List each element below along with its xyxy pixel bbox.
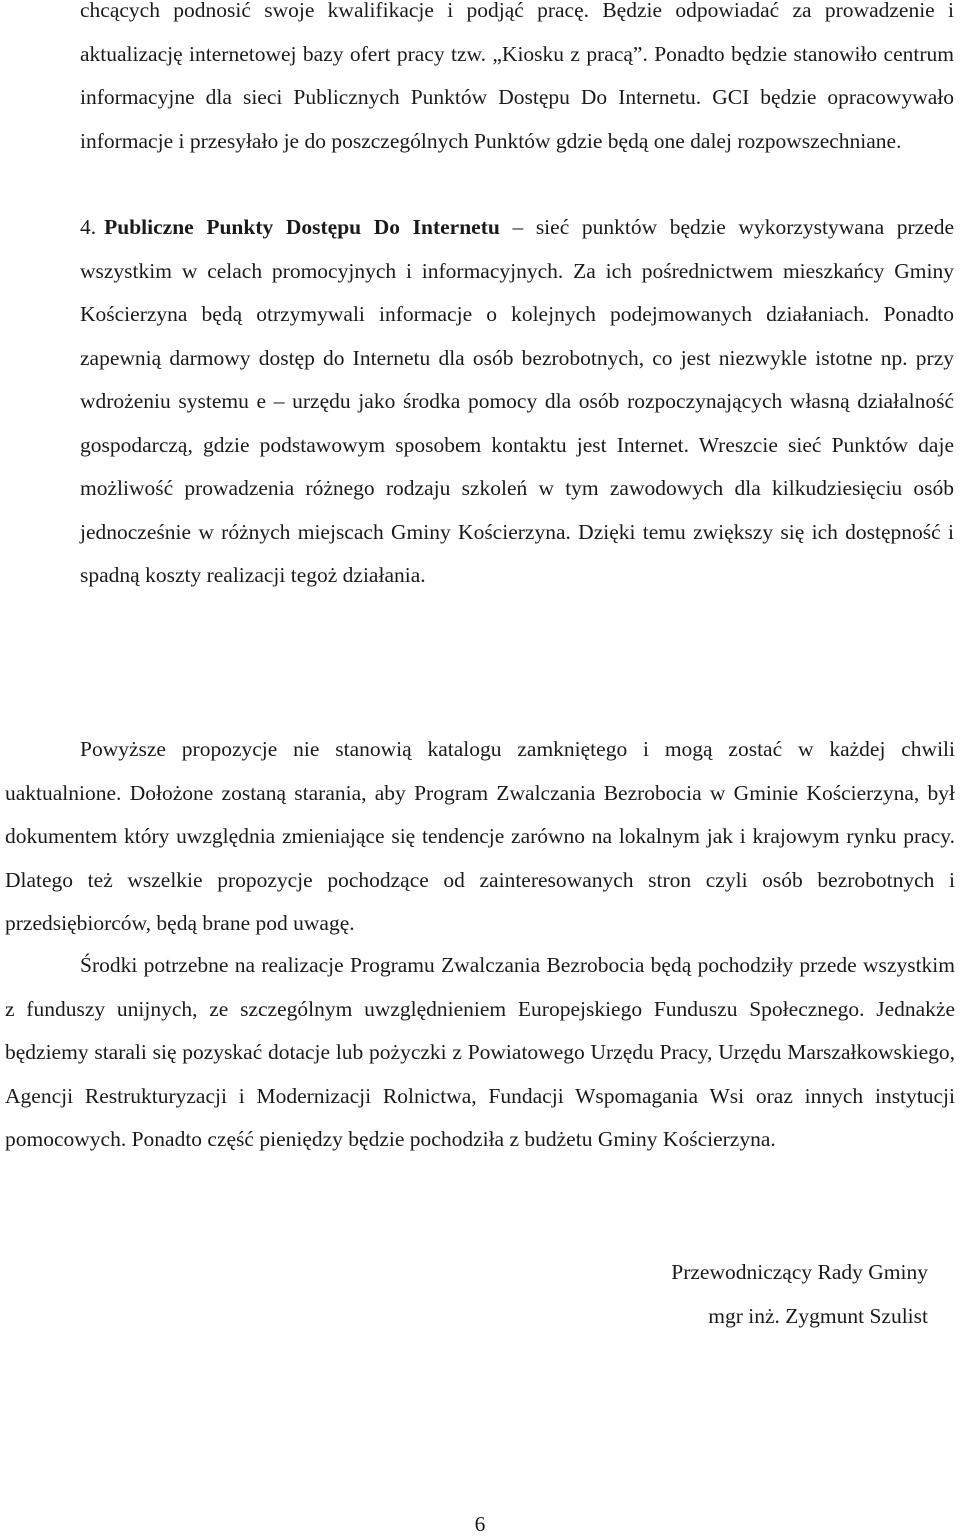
page-number: 6 xyxy=(474,1512,486,1536)
signature-name: mgr inż. Zygmunt Szulist xyxy=(708,1304,928,1328)
closing-paragraph-1: Powyższe propozycje nie stanowią katalogu zamkniętego i mogą zostać w każdej chwili uaktualnione. Dołożone zostaną starania, aby Program Zwalczania Bezrobocia w Gminie Kościerzyna, był dokumentem który uwzględnia zmieniające się tendencje zarówno na lokalnym jak i krajowym rynku pracy. Dlatego też wszelkie propozycje pochodzące od zainteresowanych stron czyli osób bezrobotnych i przedsiębiorców, będą brane pod uwagę. xyxy=(5,737,955,935)
signature-block xyxy=(648,1250,928,1338)
signature-title: Przewodniczący Rady Gminy xyxy=(671,1260,928,1284)
list-item-number: 4. xyxy=(80,215,97,239)
list-item-4 xyxy=(80,206,954,598)
list-item-heading: Publiczne Punkty Dostępu Do Internetu xyxy=(104,215,500,239)
list-item-dash: – xyxy=(512,215,524,239)
closing-paragraph-2: Środki potrzebne na realizacje Programu Zwalczania Bezrobocia będą pochodziły przede wszystkim z funduszy unijnych, ze szczególnym uwzględnieniem Europejskiego Funduszu Społecznego. Jednakże będziemy starali się pozyskać dotacje lub pożyczki z Powiatowego Urzędu Pracy, Urzędu Marszałkowskiego, Agencji Restrukturyzacji i Modernizacji Rolnictwa, Fundacji Wspomagania Wsi oraz innych instytucji pomocowych. Ponadto część pieniędzy będzie pochodziła z budżetu Gminy Kościerzyna. xyxy=(5,953,955,1151)
continued-paragraph: chcących podnosić swoje kwalifikacje i podjąć pracę. Będzie odpowiadać za prowadzenie i aktualizację internetowej bazy ofert pracy tzw. „Kiosku z pracą”. Ponadto będzie stanowiło centrum informacyjne dla sieci Publicznych Punktów Dostępu Do Internetu. GCI będzie opracowywało informacje i przesyłało je do poszczególnych Punktów gdzie będą one dalej rozpowszechniane. xyxy=(80,0,954,153)
list-item-text: sieć punktów będzie wykorzystywana przede wszystkim w celach promocyjnych i informacyjnych. Za ich pośrednictwem mieszkańcy Gminy Kościerzyna będą otrzymywali informacje o kolejnych podejmowanych działaniach. Ponadto zapewnią darmowy dostęp do Internetu dla osób bezrobotnych, co jest niezwykle istotne np. przy wdrożeniu systemu e – urzędu jako środka pomocy dla osób rozpoczynających własną działalność gospodarczą, gdzie podstawowym sposobem kontaktu jest Internet. Wreszcie sieć Punktów daje możliwość prowadzenia różnego rodzaju szkoleń w tym zawodowych dla kilkudziesięciu osób jednocześnie w różnych miejscach Gminy Kościerzyna. Dzięki temu zwiększy się ich dostępność i spadną koszty realizacji tegoż działania. xyxy=(80,215,955,587)
